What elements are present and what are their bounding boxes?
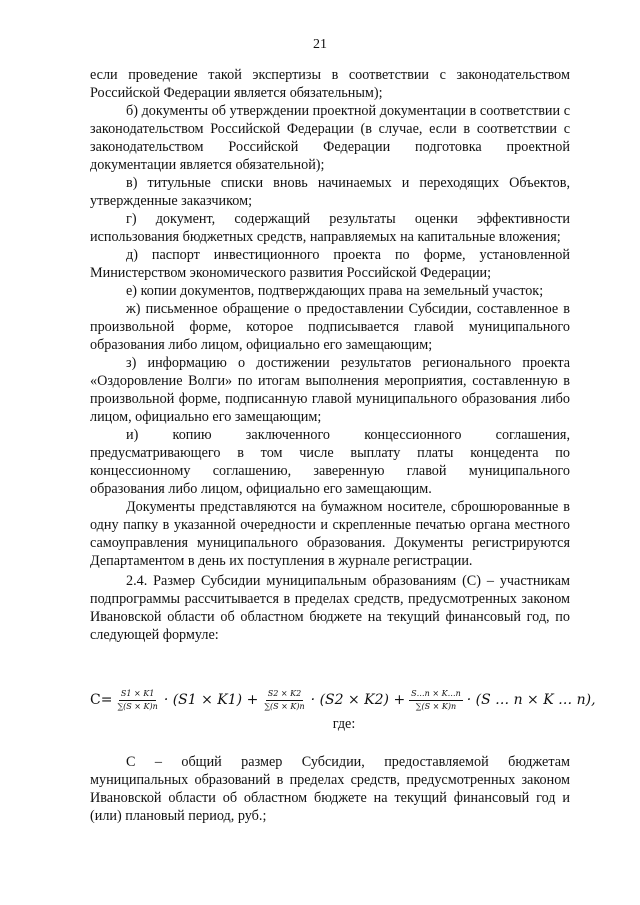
paragraph-continuation: если проведение такой экспертизы в соответствии с законодательством Российской Федерации является обязательным); [90, 67, 570, 101]
fraction-numerator: S…n × K…n [409, 689, 463, 701]
paragraph-item-e: е) копии документов, подтверждающих права на земельный участок; [126, 283, 544, 299]
paragraph-item-v: в) титульные списки вновь начинаемых и переходящих Объектов, утвержденные заказчиком; [90, 175, 570, 209]
formula-term-1: · (S1 × K1) + [163, 692, 259, 708]
formula-fraction-2 [262, 689, 306, 712]
definition-block [90, 753, 570, 825]
fraction-denominator: ∑(S × K)n [117, 701, 158, 711]
paragraph-item-g: г) документ, содержащий результаты оценки эффективности использования бюджетных средств, направляемых на капитальные вложения; [90, 211, 570, 245]
paragraph-item-i: и) копию заключенного концессионного соглашения, предусматривающего в том числе выплату платы концедента по концессионному соглашению, заверенную главой муниципального образования либо лицом, официально его замещающим. [90, 427, 570, 497]
definition-c: С – общий размер Субсидии, предоставляемой бюджетам муниципальных образований в пределах средств, предусмотренных законом Ивановской области об областном бюджете на текущий финансовый год и (или) плановый период, руб.; [90, 754, 570, 824]
paragraph-item-b: б) документы об утверждении проектной документации в соответствии с законодательством Российской Федерации (в случае, если в соответствии с законодательством Российской Федерации подготовка проектной документации является обязательной); [90, 103, 570, 173]
fraction-denominator: ∑(S × K)n [415, 701, 457, 711]
body-text [90, 66, 570, 644]
formula-term-3: · (S … n × K … n), [466, 692, 596, 708]
formula-term-2: · (S2 × K2) + [310, 692, 406, 708]
fraction-numerator: S2 × K2 [266, 689, 303, 701]
paragraph-item-d: д) паспорт инвестиционного проекта по форме, установленной Министерством экономического развития Российской Федерации; [90, 247, 570, 281]
paragraph-item-zh: ж) письменное обращение о предоставлении Субсидии, составленное в произвольной форме, которое подписывается главой муниципального образования либо лицом, официально его замещающим; [90, 301, 570, 353]
formula-lhs: С= [90, 692, 113, 708]
paragraph-item-z: з) информацию о достижении результатов регионального проекта «Оздоровление Волги» по итогам выполнения мероприятия, составленную в произвольной форме, подписанную главой муниципального образования либо лицом, официально его замещающим; [90, 355, 570, 425]
paragraph-2-4: 2.4. Размер Субсидии муниципальным образованиям (С) – участникам подпрограммы рассчитывается в пределах средств, предусмотренных законом Ивановской области об областном бюджете на текущий финансовый год, по следующей формуле: [90, 573, 570, 643]
where-label: где: [332, 716, 356, 732]
fraction-denominator: ∑(S × K)n [264, 701, 305, 711]
formula-fraction-3 [409, 689, 463, 712]
page-number: 21 [313, 37, 327, 52]
formula-fraction-1 [115, 689, 159, 712]
subsidy-formula [90, 680, 596, 720]
fraction-numerator: S1 × K1 [119, 689, 156, 701]
paragraph-documents: Документы представляются на бумажном носителе, сброшюрованные в одну папку в указанной очередности и скрепленные печатью органа местного самоуправления муниципального образования. Документы регистрируются Департаментом в день их поступления в журнале регистрации. [90, 499, 570, 569]
